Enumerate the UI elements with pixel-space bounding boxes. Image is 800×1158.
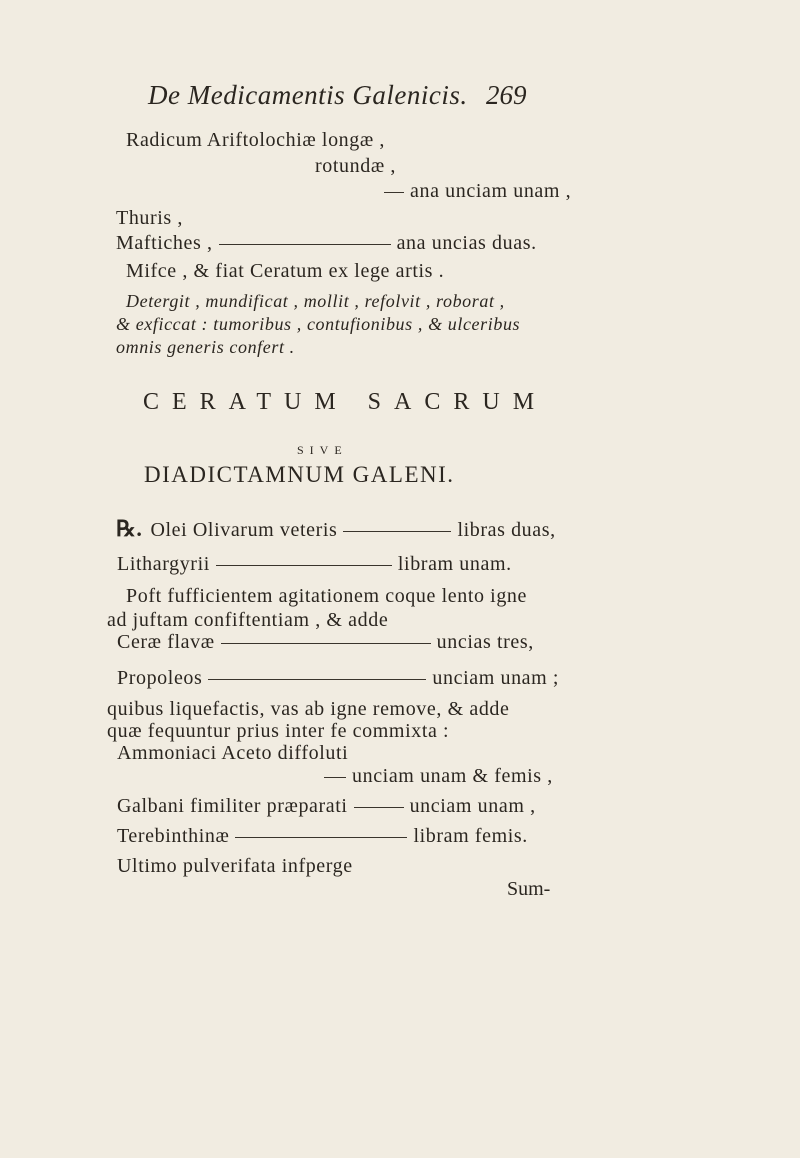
rule-dash <box>324 777 346 778</box>
dose-text: unciam unam , <box>409 795 536 817</box>
rule-dash <box>235 837 407 838</box>
ingredient-line: rotundæ , <box>315 155 396 177</box>
rule-dash <box>219 244 391 245</box>
dose-text: unciam unam ; <box>432 667 560 689</box>
instruction-line: Mifce , & fiat Ceratum ex lege artis . <box>126 260 445 282</box>
rule-dash <box>216 565 392 566</box>
rule-dash <box>221 643 431 644</box>
page-number: 269 <box>486 80 527 110</box>
ingredient-line <box>117 631 534 654</box>
ingredient-line <box>117 553 512 576</box>
ingredient-line <box>116 516 556 542</box>
dose-text: libram unam. <box>397 553 512 575</box>
ingredient-line <box>117 825 528 848</box>
rule-dash <box>384 192 404 193</box>
section-title: CERATUM SACRUM <box>143 389 548 415</box>
instruction-line: quæ fequuntur prius inter fe commixta : <box>107 720 450 742</box>
dose-text: ana uncias duas. <box>396 232 537 254</box>
virtues-line: omnis generis confert . <box>116 337 295 357</box>
ingredient-line <box>318 765 553 788</box>
ingredient-line <box>117 667 559 690</box>
virtues-line: & exficcat : tumoribus , contufionibus , & ulceribus <box>116 314 521 334</box>
ingredient-line: Radicum Ariftolochiæ longæ , <box>126 129 386 151</box>
ingredient-name: Propoleos <box>117 667 203 689</box>
dose-text: uncias tres, <box>436 631 534 653</box>
ingredient-line <box>116 232 537 255</box>
section-conjunction: SIVE <box>297 443 348 457</box>
ingredient-line: Thuris , <box>116 207 184 229</box>
ingredient-line <box>378 180 571 203</box>
instruction-line: Ultimo pulverifata infperge <box>117 855 353 877</box>
ingredient-name: Olei Olivarum veteris <box>150 519 338 541</box>
dose-text: ana unciam unam , <box>410 180 572 202</box>
rule-dash <box>343 531 451 532</box>
ingredient-name: Ceræ flavæ <box>117 631 215 653</box>
ingredient-line <box>117 795 536 818</box>
instruction-line: Poft fufficientem agitationem coque lento igne <box>126 585 528 607</box>
rule-dash <box>354 807 404 808</box>
rule-dash <box>208 679 426 680</box>
instruction-line: quibus liquefactis, vas ab igne remove, & adde <box>107 698 510 720</box>
ingredient-name: Terebinthinæ <box>117 825 230 847</box>
dose-text: libram femis. <box>413 825 528 847</box>
catchword: Sum- <box>507 878 551 900</box>
dose-text: libras duas, <box>457 519 556 541</box>
running-header: De Medicamentis Galenicis. <box>148 80 468 110</box>
dose-text: unciam unam & femis , <box>352 765 553 787</box>
section-subtitle: DIADICTAMNUM GALENI. <box>144 462 455 487</box>
virtues-line: Detergit , mundificat , mollit , refolvit , roborat , <box>126 291 505 311</box>
instruction-line: ad juftam confiftentiam , & adde <box>107 609 389 631</box>
recipe-symbol: ℞. <box>116 516 143 541</box>
ingredient-name: Galbani fimiliter præparati <box>117 795 348 817</box>
ingredient-name: Maftiches , <box>116 232 213 254</box>
ingredient-line: Ammoniaci Aceto diffoluti <box>117 742 349 764</box>
ingredient-name: Lithargyrii <box>117 553 210 575</box>
